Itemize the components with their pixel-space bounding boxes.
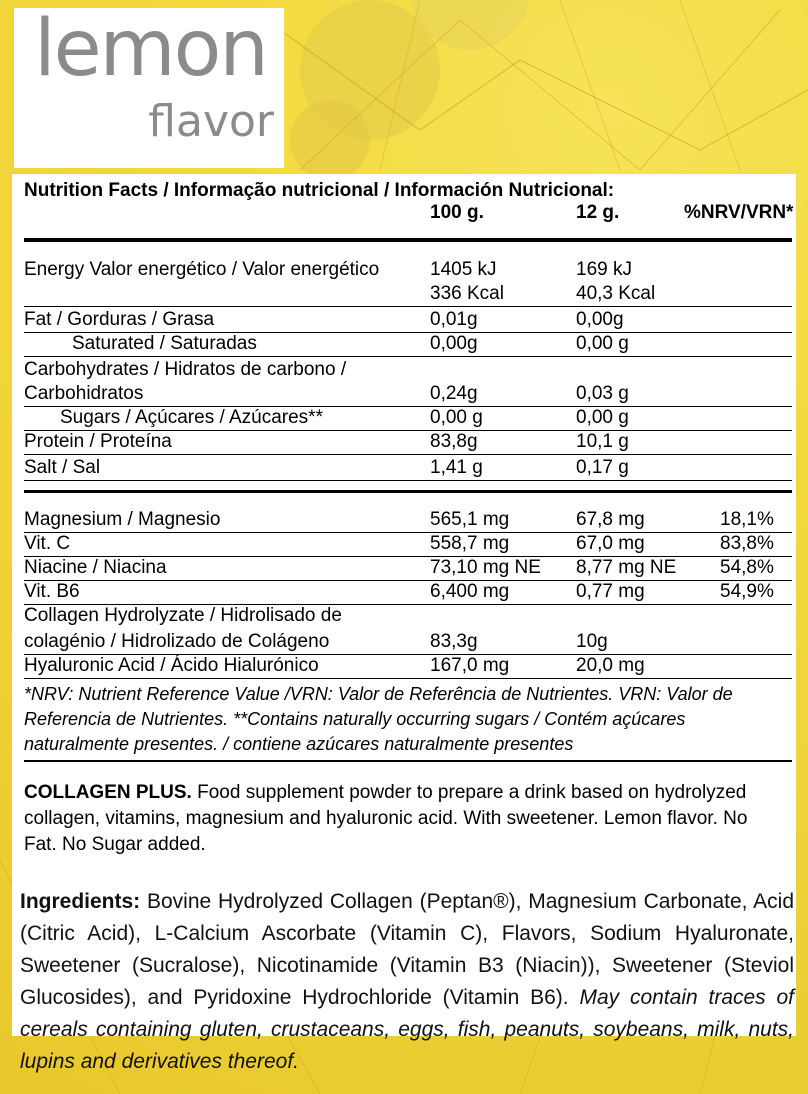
nutrition-row xyxy=(24,382,792,407)
nutrient-name: Salt / Sal xyxy=(24,457,101,478)
nutrient-name: Hyaluronic Acid / Ácido Hialurónico xyxy=(24,655,319,676)
allergen-warning: May contain traces of cereals containing gluten, crustaceans, eggs, fish, peanuts, soybeans, milk, nuts, lupins and derivatives thereof. xyxy=(20,986,795,1073)
nutrient-name: Carbohydrates / Hidratos de carbono / xyxy=(24,359,347,380)
nutrition-row xyxy=(24,508,792,533)
value-12g: 40,3 Kcal xyxy=(576,283,656,304)
value-12g: 0,00 g xyxy=(576,333,629,354)
header-12g: 12 g. xyxy=(576,202,620,223)
value-12g: 0,17 g xyxy=(576,457,629,478)
nutrient-name: Vit. B6 xyxy=(24,581,80,602)
value-100g: 6,400 mg xyxy=(430,581,510,602)
value-100g: 0,24g xyxy=(430,383,478,404)
value-12g: 10g xyxy=(576,631,608,652)
nutrition-row xyxy=(24,532,792,557)
value-100g: 336 Kcal xyxy=(430,283,504,304)
description-text: Food supplement powder to prepare a drink based on hydrolyzed collagen, vitamins, magnesium and hyaluronic acid. With sweetener. Lemon flavor. No Fat. No Sugar added. xyxy=(24,782,748,855)
nutrient-name: colagénio / Hidrolizado de Colágeno xyxy=(24,631,330,652)
nutrient-name: Magnesium / Magnesio xyxy=(24,509,221,530)
value-100g: 83,8g xyxy=(430,431,478,452)
value-12g: 67,8 mg xyxy=(576,509,645,530)
nutrition-row xyxy=(24,258,792,282)
nutrient-name: Vit. C xyxy=(24,533,71,554)
nutrient-name: Sugars / Açúcares / Azúcares** xyxy=(60,407,323,428)
value-100g: 1,41 g xyxy=(430,457,483,478)
value-12g: 169 kJ xyxy=(576,259,632,280)
nutrient-name: Niacine / Niacina xyxy=(24,557,167,578)
value-100g: 0,00 g xyxy=(430,407,483,428)
ingredients-text: Bovine Hydrolyzed Collagen (Peptan®), Magnesium Carbonate, Acid (Citric Acid), L-Calcium Ascorbate (Vitamin C), Flavors, Sodium Hyaluronate, Sweetener (Sucralose), Nicotinamide (Vitamin B3 (Niacin)), Sweetener (Steviol Glucosides), and Pyridoxine Hydrochloride (Vitamin B6). xyxy=(20,890,794,1009)
value-nrv: 54,9% xyxy=(720,581,774,602)
value-100g: 83,3g xyxy=(430,631,478,652)
nrv-footnote: *NRV: Nutrient Reference Value /VRN: Valor de Referência de Nutrientes. VRN: Valor de Referencia de Nutrientes. **Contains naturally occurring sugars / Contém açúcares naturalmente presentes. / contiene azúcares naturalmente presentes xyxy=(24,684,733,754)
value-100g: 0,00g xyxy=(430,333,478,354)
header-100g: 100 g. xyxy=(430,202,484,223)
nutrition-row xyxy=(24,654,792,679)
nutrition-row xyxy=(24,332,792,357)
nutrition-row xyxy=(24,282,792,307)
value-100g: 565,1 mg xyxy=(430,509,510,530)
value-100g: 0,01g xyxy=(430,309,478,330)
value-nrv: 54,8% xyxy=(720,557,774,578)
value-12g: 8,77 mg NE xyxy=(576,557,677,578)
value-100g: 1405 kJ xyxy=(430,259,497,280)
value-12g: 67,0 mg xyxy=(576,533,645,554)
value-12g: 0,77 mg xyxy=(576,581,645,602)
value-12g: 0,03 g xyxy=(576,383,629,404)
value-12g: 0,00g xyxy=(576,309,624,330)
nutrient-name: Energy Valor energético / Valor energético xyxy=(24,259,380,280)
flavor-subtitle: flavor xyxy=(148,96,274,147)
nutrition-row xyxy=(24,406,792,431)
nutrition-row xyxy=(24,358,792,382)
table-top-rule xyxy=(24,238,792,242)
product-description xyxy=(24,780,784,858)
nutrient-name: Protein / Proteína xyxy=(24,431,172,452)
nutrition-row xyxy=(24,556,792,581)
value-12g: 0,00 g xyxy=(576,407,629,428)
value-12g: 10,1 g xyxy=(576,431,629,452)
nutrient-name: Carbohidratos xyxy=(24,383,144,404)
value-12g: 20,0 mg xyxy=(576,655,645,676)
value-nrv: 18,1% xyxy=(720,509,774,530)
section-divider xyxy=(24,760,792,762)
value-nrv: 83,8% xyxy=(720,533,774,554)
brand-name: COLLAGEN PLUS. xyxy=(24,782,192,803)
value-100g: 558,7 mg xyxy=(430,533,510,554)
nutrition-title: Nutrition Facts / Informação nutricional / Información Nutricional: xyxy=(24,180,615,201)
nutrition-row xyxy=(24,630,792,655)
nutrition-row xyxy=(24,456,792,481)
nutrition-row xyxy=(24,308,792,333)
ingredients-label: Ingredients: xyxy=(20,890,141,913)
nutrient-name: Saturated / Saturadas xyxy=(72,333,257,354)
table-mid-rule xyxy=(24,490,792,493)
nutrition-row xyxy=(24,580,792,605)
flavor-label-box xyxy=(14,4,284,168)
value-100g: 73,10 mg NE xyxy=(430,557,541,578)
value-100g: 167,0 mg xyxy=(430,655,510,676)
nutrition-row xyxy=(24,604,792,628)
ingredients-block xyxy=(20,886,794,1078)
nutrition-row xyxy=(24,430,792,455)
nutrient-name: Collagen Hydrolyzate / Hidrolisado de xyxy=(24,605,342,626)
nutrient-name: Fat / Gorduras / Grasa xyxy=(24,309,215,330)
flavor-title: lemon xyxy=(34,4,267,94)
header-nrv: %NRV/VRN* xyxy=(684,202,794,223)
